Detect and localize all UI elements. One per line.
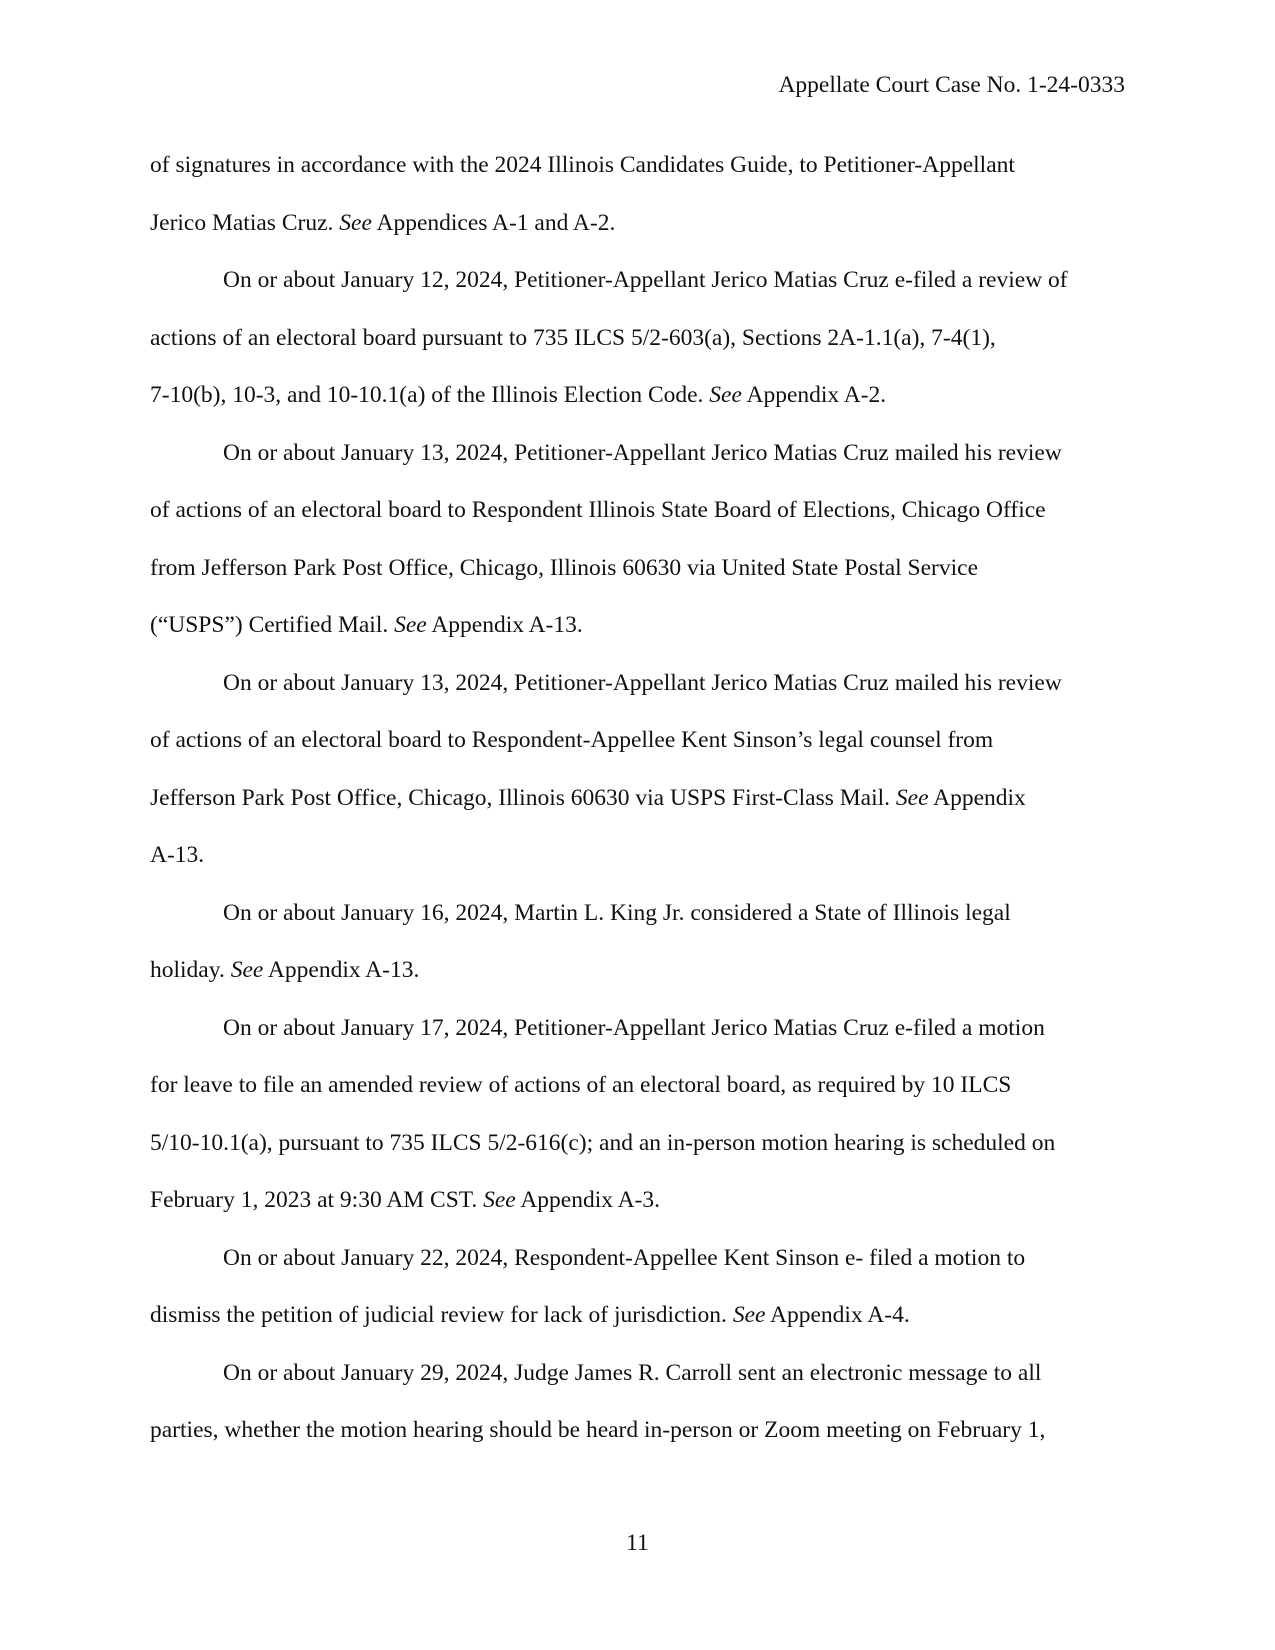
text-line [150,195,1120,253]
citation-text: Appendix [928,784,1026,811]
document-body [150,137,1120,1460]
line-text: February 1, 2023 at 9:30 AM CST. [150,1187,484,1213]
text-line [150,137,1120,195]
text-line [150,1345,1120,1403]
text-line [150,770,1120,828]
line-text: parties, whether the motion hearing should be heard in-person or Zoom meeting on February 1, [150,1417,1046,1443]
line-text: Jefferson Park Post Office, Chicago, Illinois 60630 via USPS First-Class Mail. [150,784,896,811]
paragraph [150,1230,1120,1345]
line-text: On or about January 13, 2024, Petitioner-Appellant Jerico Matias Cruz mailed his review [223,439,1062,466]
line-text: 7-10(b), 10-3, and 10-10.1(a) of the Illinois Election Code. [150,382,710,408]
text-line [150,425,1120,483]
text-line [150,1402,1120,1460]
line-text: dismiss the petition of judicial review for lack of jurisdiction. [150,1302,733,1328]
line-text: actions of an electoral board pursuant to 735 ILCS 5/2-603(a), Sections 2A-1.1(a), 7-4(1), [150,324,996,351]
case-number-header: Appellate Court Case No. 1-24-0333 [778,72,1125,98]
line-text: On or about January 29, 2024, Judge James R. Carroll sent an electronic message to all [223,1359,1042,1386]
text-line [150,252,1120,310]
text-line [150,712,1120,770]
line-text: (“USPS”) Certified Mail. [150,612,395,638]
text-line [150,1287,1120,1345]
text-line [150,885,1120,943]
citation-text: Appendix A-13. [263,957,420,983]
line-text: 5/10-10.1(a), pursuant to 735 ILCS 5/2-616(c); and an in-person motion hearing is scheduled on [150,1129,1056,1156]
see-signal: See [394,612,427,638]
text-line [150,1230,1120,1288]
line-text: On or about January 16, 2024, Martin L. King Jr. considered a State of Illinois legal [223,899,1011,926]
text-line [150,942,1120,1000]
citation-text: Appendix A-3. [515,1187,661,1213]
paragraph [150,1345,1120,1460]
text-line [150,1000,1120,1058]
citation-text: Appendix A-13. [426,612,583,638]
line-text: holiday. [150,957,231,983]
paragraph [150,425,1120,655]
line-text: Jerico Matias Cruz. [150,209,340,236]
line-text: On or about January 17, 2024, Petitioner-Appellant Jerico Matias Cruz e-filed a motion [223,1014,1045,1041]
citation-text: Appendix A-4. [765,1302,910,1328]
text-line [150,482,1120,540]
line-text: A-13. [150,842,205,868]
line-text: On or about January 13, 2024, Petitioner-Appellant Jerico Matias Cruz mailed his review [223,669,1062,696]
line-text: of actions of an electoral board to Respondent Illinois State Board of Elections, Chicago Office [150,497,1046,523]
text-line [150,827,1120,885]
text-line [150,655,1120,713]
line-text: On or about January 22, 2024, Respondent-Appellee Kent Sinson e- filed a motion to [223,1244,1026,1271]
see-signal: See [339,209,372,236]
see-signal: See [732,1302,766,1328]
citation-text: Appendices A-1 and A-2. [371,209,616,236]
line-text: from Jefferson Park Post Office, Chicago, Illinois 60630 via United State Postal Service [150,554,979,581]
line-text: of signatures in accordance with the 2024 Illinois Candidates Guide, to Petitioner-Appellant [150,152,1015,178]
text-line [150,540,1120,598]
text-line [150,1057,1120,1115]
see-signal: See [895,784,929,811]
text-line [150,1172,1120,1230]
paragraph [150,885,1120,1000]
text-line [150,310,1120,368]
text-line [150,367,1120,425]
paragraph [150,655,1120,885]
line-text: of actions of an electoral board to Respondent-Appellee Kent Sinson’s legal counsel from [150,727,994,753]
citation-text: Appendix A-2. [741,382,887,408]
line-text: On or about January 12, 2024, Petitioner-Appellant Jerico Matias Cruz e-filed a review of [223,267,1068,293]
paragraph [150,137,1120,252]
line-text: for leave to file an amended review of actions of an electoral board, as required by 10 ILCS [150,1072,1012,1098]
text-line [150,1115,1120,1173]
paragraph [150,1000,1120,1230]
see-signal: See [230,957,264,983]
paragraph [150,252,1120,425]
see-signal: See [709,382,742,408]
text-line [150,597,1120,655]
see-signal: See [483,1187,516,1213]
page-number: 11 [626,1530,649,1556]
